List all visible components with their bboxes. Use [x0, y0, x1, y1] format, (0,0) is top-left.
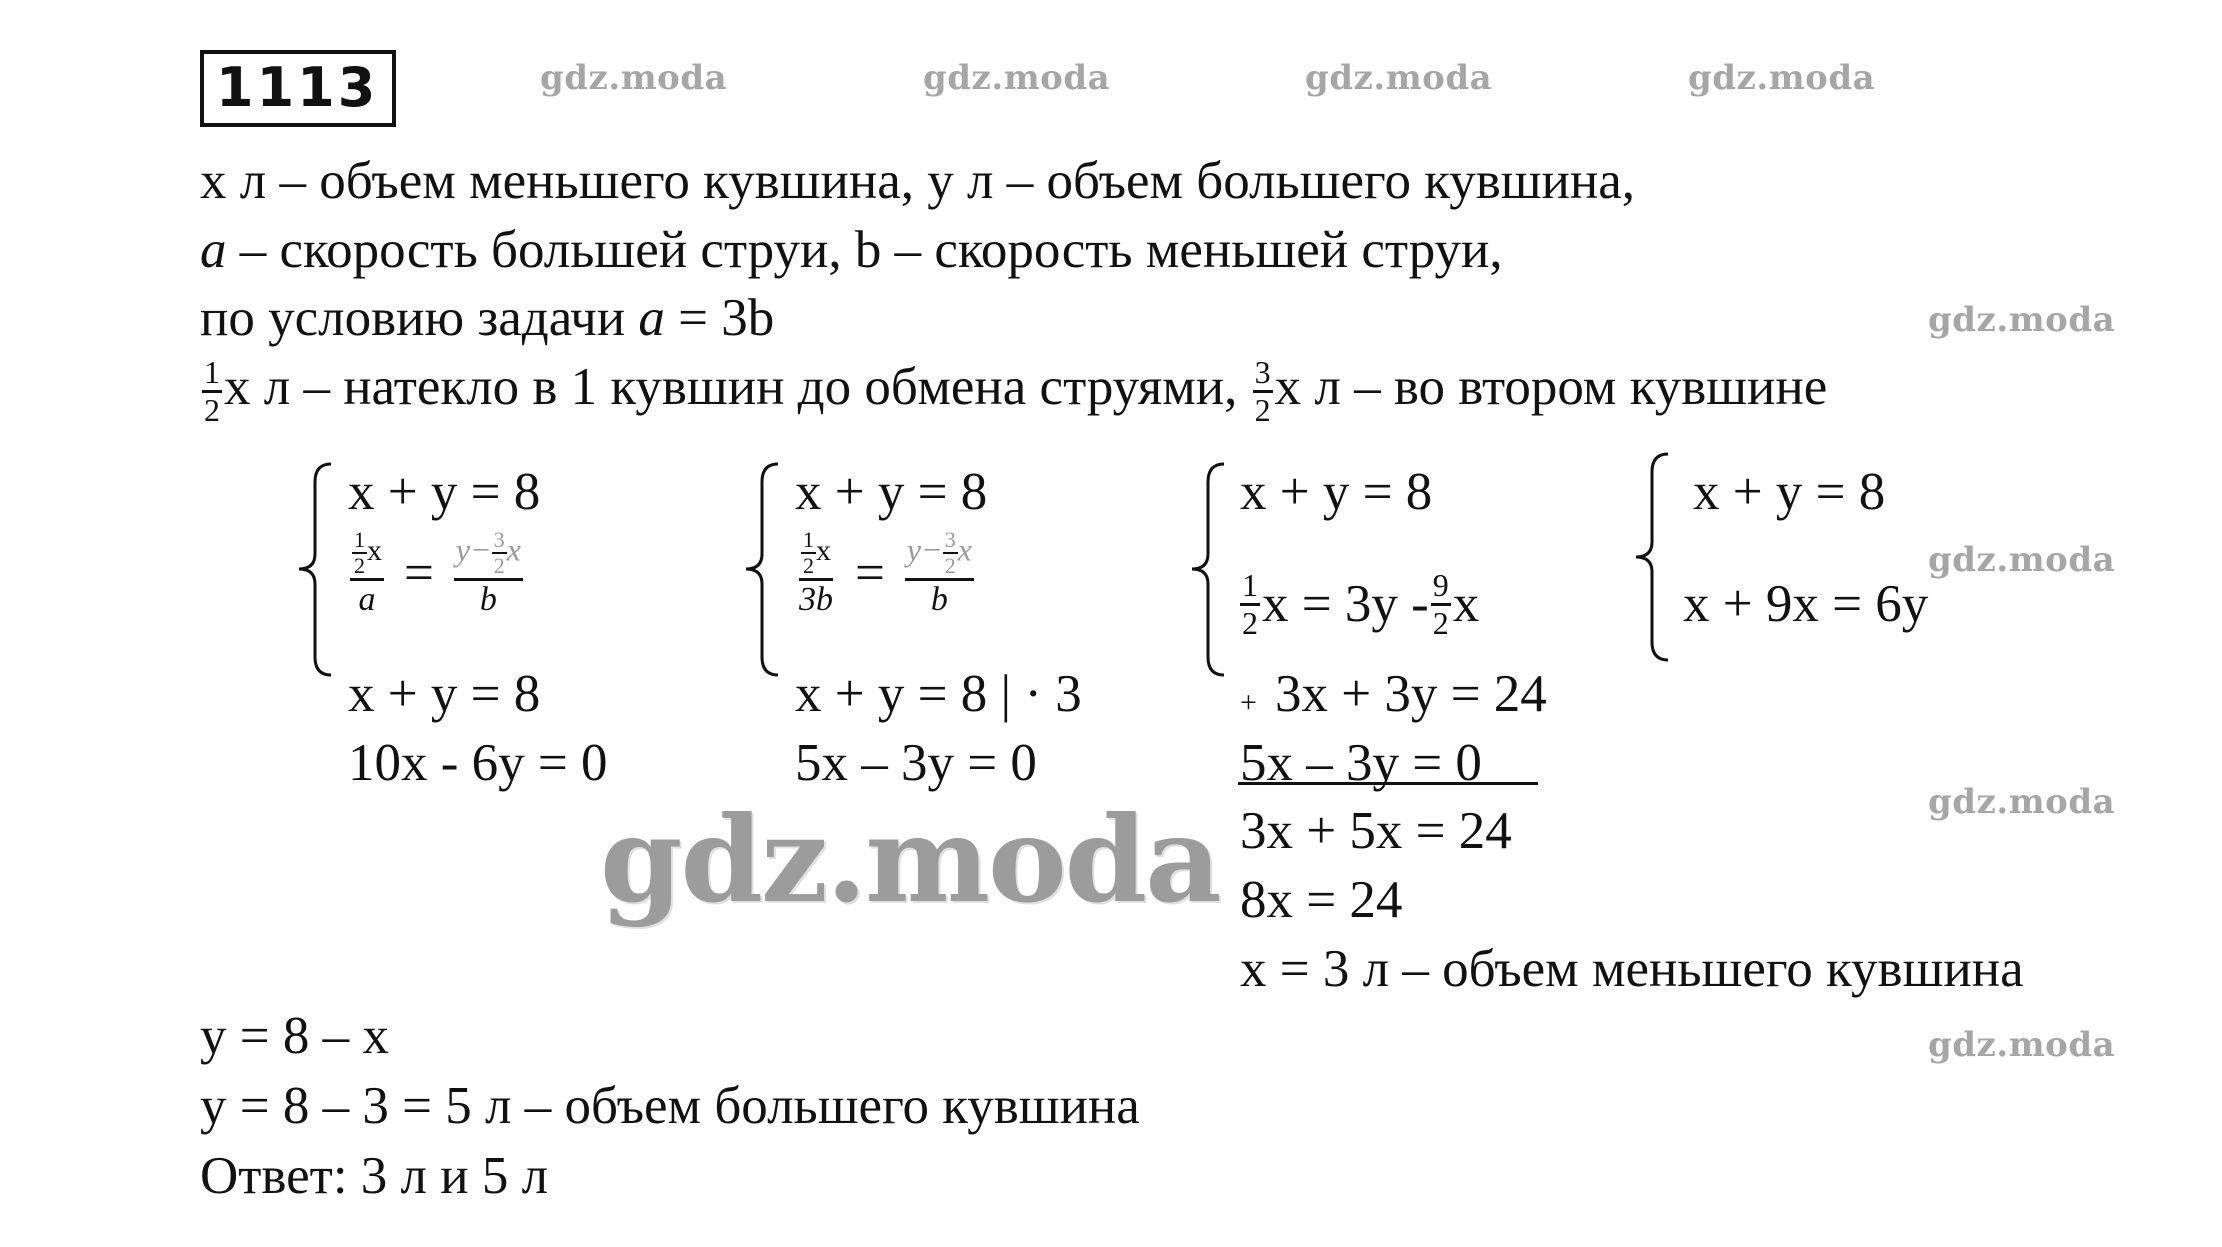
- system1-eq2: [348, 528, 525, 619]
- system1-line4: 10x - 6y = 0: [348, 734, 608, 792]
- fraction-three-halves: $\frac{3}{2}$: [1254, 354, 1271, 429]
- watermark: gdz.moda: [923, 58, 1111, 98]
- intro-line-4-mid: x л – натекло в 1 кувшин до обмена струями,: [224, 357, 1251, 416]
- watermark: gdz.moda: [1928, 1025, 2116, 1065]
- system-brace: [295, 462, 335, 677]
- final-line-1: y = 8 – x: [200, 1007, 389, 1065]
- fraction: y− $\frac{3}{2}$ x b: [906, 527, 972, 619]
- fraction: $\frac{1}{2}$ x a: [350, 528, 384, 619]
- answer: Ответ: 3 л и 5 л: [200, 1147, 549, 1205]
- system2-line4: 5x – 3y = 0: [795, 734, 1037, 792]
- intro-line-4: [200, 355, 1827, 428]
- sum-underline: [1238, 782, 1538, 785]
- system3-eq1: x + y = 8: [1240, 463, 1433, 521]
- system4-eq1: x + y = 8: [1693, 463, 1886, 521]
- system2-eq1: x + y = 8: [795, 463, 988, 521]
- problem-number: 1113: [200, 50, 396, 127]
- system4-eq2: x + 9x = 6y: [1683, 575, 1929, 633]
- system2-line3: x + y = 8 | · 3: [795, 665, 1082, 723]
- watermark: gdz.moda: [1928, 540, 2116, 580]
- watermark: gdz.moda: [1688, 58, 1876, 98]
- system3-line6: 8x = 24: [1240, 871, 1403, 929]
- watermark: gdz.moda: [1928, 782, 2116, 822]
- watermark: gdz.moda: [1928, 300, 2116, 340]
- var-a: a: [638, 289, 665, 347]
- plus-sign: +: [1240, 686, 1257, 719]
- watermark-large: gdz.moda: [600, 790, 1220, 929]
- intro-line-3-rest: = 3b: [664, 289, 775, 347]
- intro-line-1: x л – объем меньшего кувшина, y л – объем большего кувшина,: [200, 152, 1636, 210]
- system-brace: [1632, 452, 1672, 662]
- fraction: y− $\frac{3}{2}$ x b: [455, 527, 521, 619]
- equals-sign: =: [404, 543, 434, 602]
- system3-line5: 3x + 5x = 24: [1240, 802, 1512, 860]
- system2-eq2: [795, 528, 976, 619]
- fraction: $\frac{1}{2}$ x 3b: [799, 527, 833, 619]
- system3-line7: x = 3 л – объем меньшего кувшина: [1240, 940, 2024, 998]
- intro-line-2-rest: – скорость большей струи, b – скорость меньшей струи,: [226, 221, 1503, 279]
- system3-line4: 5x – 3y = 0: [1240, 734, 1482, 792]
- intro-line-3-text: по условию задачи: [200, 289, 639, 347]
- fraction-nine-halves: $\frac{9}{2}$: [1432, 567, 1449, 642]
- final-line-2: y = 8 – 3 = 5 л – объем большего кувшина: [200, 1077, 1140, 1135]
- fraction-one-half: $\frac{1}{2}$: [204, 354, 220, 429]
- system-brace: [1188, 462, 1228, 677]
- intro-line-2: [200, 221, 1503, 279]
- equals-sign: =: [855, 543, 885, 602]
- system1-eq1: x + y = 8: [348, 463, 541, 521]
- watermark: gdz.moda: [540, 58, 728, 98]
- watermark: gdz.moda: [1305, 58, 1493, 98]
- intro-line-3: [200, 289, 775, 347]
- fraction-one-half: $\frac{1}{2}$: [1242, 567, 1258, 642]
- system-brace: [742, 462, 782, 677]
- system3-eq2: $\frac{1}{2}$ x = 3y - $\frac{9}{2}$ x: [1242, 567, 1480, 642]
- intro-line-4-end: x л – во втором кувшине: [1274, 357, 1828, 416]
- system1-line3: x + y = 8: [348, 665, 541, 723]
- system3-line3: 3x + 3y = 24: [1275, 665, 1547, 723]
- var-a: a: [200, 221, 227, 279]
